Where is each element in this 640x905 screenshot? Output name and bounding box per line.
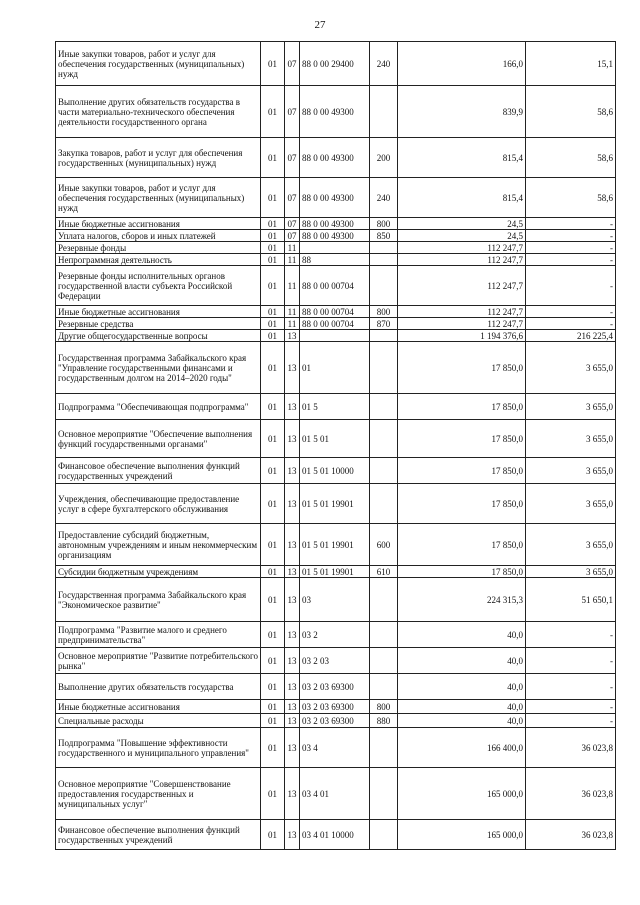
row-amount-planned: 17 850,0 — [398, 524, 526, 566]
row-subsection: 11 — [285, 254, 300, 266]
row-expense-type — [370, 254, 398, 266]
row-target-article — [300, 330, 370, 342]
row-amount-planned: 224 315,3 — [398, 578, 526, 622]
table-row — [56, 218, 616, 230]
row-subsection: 11 — [285, 242, 300, 254]
row-expense-type: 800 — [370, 218, 398, 230]
table-row — [56, 420, 616, 458]
table-row — [56, 714, 616, 728]
row-section: 01 — [261, 768, 285, 820]
row-expense-type: 850 — [370, 230, 398, 242]
row-expense-type — [370, 266, 398, 306]
table-row — [56, 524, 616, 566]
row-amount-executed: 58,6 — [526, 86, 616, 138]
row-subsection: 13 — [285, 674, 300, 700]
table-row — [56, 330, 616, 342]
row-target-article: 03 4 01 — [300, 768, 370, 820]
row-amount-planned: 24,5 — [398, 230, 526, 242]
row-amount-planned: 40,0 — [398, 674, 526, 700]
row-name: Резервные средства — [56, 318, 261, 330]
row-expense-type: 870 — [370, 318, 398, 330]
row-amount-executed: 3 655,0 — [526, 484, 616, 524]
row-subsection: 13 — [285, 394, 300, 420]
row-section: 01 — [261, 330, 285, 342]
row-target-article: 01 5 01 10000 — [300, 458, 370, 484]
row-amount-planned: 815,4 — [398, 138, 526, 178]
row-amount-planned: 17 850,0 — [398, 420, 526, 458]
row-section: 01 — [261, 458, 285, 484]
row-amount-planned: 17 850,0 — [398, 342, 526, 394]
row-amount-executed: 3 655,0 — [526, 342, 616, 394]
table-row — [56, 230, 616, 242]
row-name: Уплата налогов, сборов и иных платежей — [56, 230, 261, 242]
row-expense-type — [370, 330, 398, 342]
row-subsection: 13 — [285, 820, 300, 850]
row-subsection: 07 — [285, 218, 300, 230]
row-amount-executed: - — [526, 622, 616, 648]
row-expense-type — [370, 648, 398, 674]
row-amount-planned: 166,0 — [398, 42, 526, 86]
row-section: 01 — [261, 138, 285, 178]
table-row — [56, 266, 616, 306]
row-expense-type — [370, 820, 398, 850]
row-amount-planned: 24,5 — [398, 218, 526, 230]
table-row — [56, 820, 616, 850]
row-target-article: 03 2 — [300, 622, 370, 648]
row-expense-type — [370, 484, 398, 524]
row-amount-planned: 17 850,0 — [398, 458, 526, 484]
row-name: Основное мероприятие "Развитие потребительского рынка" — [56, 648, 261, 674]
row-amount-planned: 839,9 — [398, 86, 526, 138]
row-expense-type — [370, 728, 398, 768]
row-target-article: 88 0 00 00704 — [300, 318, 370, 330]
row-amount-planned: 17 850,0 — [398, 566, 526, 578]
row-subsection: 11 — [285, 266, 300, 306]
row-amount-executed: 51 650,1 — [526, 578, 616, 622]
row-target-article: 03 2 03 69300 — [300, 674, 370, 700]
row-amount-executed: - — [526, 254, 616, 266]
row-expense-type: 240 — [370, 42, 398, 86]
row-section: 01 — [261, 566, 285, 578]
row-section: 01 — [261, 254, 285, 266]
row-target-article: 01 — [300, 342, 370, 394]
row-name: Иные бюджетные ассигнования — [56, 700, 261, 714]
row-name: Иные закупки товаров, работ и услуг для обеспечения государственных (муниципальных) нужд — [56, 42, 261, 86]
table-body — [56, 42, 616, 850]
table-row — [56, 484, 616, 524]
row-name: Учреждения, обеспечивающие предоставление услуг в сфере бухгалтерского обслуживания — [56, 484, 261, 524]
row-name: Специальные расходы — [56, 714, 261, 728]
row-expense-type — [370, 420, 398, 458]
row-subsection: 07 — [285, 86, 300, 138]
row-amount-planned: 112 247,7 — [398, 318, 526, 330]
row-expense-type — [370, 342, 398, 394]
row-amount-executed: 58,6 — [526, 178, 616, 218]
row-amount-planned: 165 000,0 — [398, 768, 526, 820]
row-name: Субсидии бюджетным учреждениям — [56, 566, 261, 578]
row-amount-planned: 40,0 — [398, 700, 526, 714]
row-target-article: 88 0 00 00704 — [300, 306, 370, 318]
row-section: 01 — [261, 306, 285, 318]
row-amount-planned: 112 247,7 — [398, 266, 526, 306]
row-expense-type — [370, 86, 398, 138]
row-subsection: 11 — [285, 318, 300, 330]
row-name: Иные бюджетные ассигнования — [56, 306, 261, 318]
row-amount-executed: - — [526, 318, 616, 330]
row-amount-executed: 36 023,8 — [526, 820, 616, 850]
row-subsection: 13 — [285, 648, 300, 674]
table-row — [56, 178, 616, 218]
row-subsection: 13 — [285, 728, 300, 768]
row-amount-planned: 815,4 — [398, 178, 526, 218]
row-amount-executed: 58,6 — [526, 138, 616, 178]
row-target-article: 88 0 00 00704 — [300, 266, 370, 306]
row-expense-type: 800 — [370, 700, 398, 714]
row-expense-type — [370, 674, 398, 700]
row-amount-planned: 40,0 — [398, 648, 526, 674]
row-expense-type — [370, 622, 398, 648]
row-name: Закупка товаров, работ и услуг для обеспечения государственных (муниципальных) нужд — [56, 138, 261, 178]
row-target-article: 01 5 01 19901 — [300, 484, 370, 524]
row-name: Финансовое обеспечение выполнения функций государственных учреждений — [56, 458, 261, 484]
row-section: 01 — [261, 42, 285, 86]
row-target-article: 03 2 03 69300 — [300, 700, 370, 714]
table-row — [56, 458, 616, 484]
table-row — [56, 306, 616, 318]
row-name: Основное мероприятие "Совершенствование предоставления государственных и муниципальных услуг" — [56, 768, 261, 820]
row-subsection: 13 — [285, 330, 300, 342]
row-target-article: 01 5 — [300, 394, 370, 420]
row-target-article: 03 2 03 69300 — [300, 714, 370, 728]
row-section: 01 — [261, 86, 285, 138]
row-section: 01 — [261, 700, 285, 714]
table-row — [56, 342, 616, 394]
row-target-article: 03 4 — [300, 728, 370, 768]
row-subsection: 07 — [285, 42, 300, 86]
row-subsection: 11 — [285, 306, 300, 318]
row-expense-type — [370, 768, 398, 820]
row-name: Непрограммная деятельность — [56, 254, 261, 266]
table-row — [56, 242, 616, 254]
row-subsection: 13 — [285, 342, 300, 394]
row-amount-planned: 165 000,0 — [398, 820, 526, 850]
row-section: 01 — [261, 484, 285, 524]
row-subsection: 13 — [285, 458, 300, 484]
table-row — [56, 700, 616, 714]
row-amount-executed: - — [526, 266, 616, 306]
row-subsection: 13 — [285, 714, 300, 728]
table-row — [56, 578, 616, 622]
row-section: 01 — [261, 820, 285, 850]
row-expense-type — [370, 242, 398, 254]
row-target-article: 88 0 00 49300 — [300, 218, 370, 230]
row-amount-executed: 3 655,0 — [526, 566, 616, 578]
row-section: 01 — [261, 420, 285, 458]
table-row — [56, 254, 616, 266]
row-name: Резервные фонды — [56, 242, 261, 254]
row-amount-planned: 1 194 376,6 — [398, 330, 526, 342]
row-name: Основное мероприятие "Обеспечение выполнения функций государственными органами" — [56, 420, 261, 458]
row-subsection: 07 — [285, 230, 300, 242]
row-section: 01 — [261, 578, 285, 622]
table-row — [56, 318, 616, 330]
row-amount-executed: 3 655,0 — [526, 420, 616, 458]
row-section: 01 — [261, 342, 285, 394]
row-amount-executed: 36 023,8 — [526, 728, 616, 768]
row-subsection: 07 — [285, 138, 300, 178]
row-name: Государственная программа Забайкальского края "Управление государственными финансами и государственным долгом на 2014–2020 годы" — [56, 342, 261, 394]
row-subsection: 13 — [285, 622, 300, 648]
row-amount-planned: 112 247,7 — [398, 254, 526, 266]
table-row — [56, 674, 616, 700]
row-amount-executed: 3 655,0 — [526, 524, 616, 566]
row-amount-planned: 112 247,7 — [398, 242, 526, 254]
row-section: 01 — [261, 714, 285, 728]
row-target-article: 01 5 01 19901 — [300, 524, 370, 566]
row-expense-type: 610 — [370, 566, 398, 578]
row-amount-planned: 17 850,0 — [398, 484, 526, 524]
row-section: 01 — [261, 318, 285, 330]
row-amount-executed: - — [526, 230, 616, 242]
row-amount-executed: - — [526, 648, 616, 674]
row-target-article: 01 5 01 19901 — [300, 566, 370, 578]
row-amount-planned: 17 850,0 — [398, 394, 526, 420]
row-name: Иные бюджетные ассигнования — [56, 218, 261, 230]
row-name: Другие общегосударственные вопросы — [56, 330, 261, 342]
row-name: Государственная программа Забайкальского края "Экономическое развитие" — [56, 578, 261, 622]
row-expense-type — [370, 578, 398, 622]
row-name: Подпрограмма "Обеспечивающая подпрограмма" — [56, 394, 261, 420]
row-subsection: 13 — [285, 700, 300, 714]
row-subsection: 07 — [285, 178, 300, 218]
row-amount-executed: 3 655,0 — [526, 458, 616, 484]
row-amount-executed: 15,1 — [526, 42, 616, 86]
row-section: 01 — [261, 242, 285, 254]
row-amount-executed: 36 023,8 — [526, 768, 616, 820]
row-target-article: 88 0 00 29400 — [300, 42, 370, 86]
row-amount-planned: 40,0 — [398, 714, 526, 728]
row-target-article: 88 0 00 49300 — [300, 230, 370, 242]
row-subsection: 13 — [285, 566, 300, 578]
row-expense-type: 600 — [370, 524, 398, 566]
row-subsection: 13 — [285, 768, 300, 820]
row-section: 01 — [261, 622, 285, 648]
row-section: 01 — [261, 674, 285, 700]
row-name: Предоставление субсидий бюджетным, автономным учреждениям и иным некоммерческим организациям — [56, 524, 261, 566]
row-name: Иные закупки товаров, работ и услуг для обеспечения государственных (муниципальных) нужд — [56, 178, 261, 218]
row-name: Финансовое обеспечение выполнения функций государственных учреждений — [56, 820, 261, 850]
row-expense-type — [370, 458, 398, 484]
row-target-article: 88 0 00 49300 — [300, 178, 370, 218]
row-subsection: 13 — [285, 578, 300, 622]
row-section: 01 — [261, 728, 285, 768]
row-subsection: 13 — [285, 484, 300, 524]
table-row — [56, 86, 616, 138]
row-section: 01 — [261, 178, 285, 218]
row-amount-executed: - — [526, 306, 616, 318]
row-target-article — [300, 242, 370, 254]
row-amount-executed: - — [526, 674, 616, 700]
table-row — [56, 394, 616, 420]
row-amount-executed: - — [526, 218, 616, 230]
row-section: 01 — [261, 394, 285, 420]
row-section: 01 — [261, 266, 285, 306]
table-row — [56, 728, 616, 768]
row-amount-executed: 216 225,4 — [526, 330, 616, 342]
row-amount-planned: 40,0 — [398, 622, 526, 648]
page-number: 27 — [314, 19, 326, 31]
row-target-article: 88 — [300, 254, 370, 266]
row-section: 01 — [261, 648, 285, 674]
row-name: Выполнение других обязательств государства — [56, 674, 261, 700]
row-target-article: 03 2 03 — [300, 648, 370, 674]
row-expense-type — [370, 394, 398, 420]
row-target-article: 03 4 01 10000 — [300, 820, 370, 850]
row-target-article: 88 0 00 49300 — [300, 86, 370, 138]
row-name: Резервные фонды исполнительных органов государственной власти субъекта Российской Федерации — [56, 266, 261, 306]
table-row — [56, 768, 616, 820]
table-row — [56, 648, 616, 674]
budget-table — [55, 41, 616, 850]
table-row — [56, 622, 616, 648]
table-row — [56, 566, 616, 578]
row-amount-planned: 112 247,7 — [398, 306, 526, 318]
row-amount-executed: - — [526, 700, 616, 714]
row-amount-planned: 166 400,0 — [398, 728, 526, 768]
row-name: Подпрограмма "Повышение эффективности государственного и муниципального управления" — [56, 728, 261, 768]
row-section: 01 — [261, 230, 285, 242]
row-expense-type: 800 — [370, 306, 398, 318]
row-target-article: 01 5 01 — [300, 420, 370, 458]
row-name: Выполнение других обязательств государства в части материально-технического обеспечения деятельности государственного органа — [56, 86, 261, 138]
row-target-article: 88 0 00 49300 — [300, 138, 370, 178]
row-subsection: 13 — [285, 420, 300, 458]
row-expense-type: 200 — [370, 138, 398, 178]
row-subsection: 13 — [285, 524, 300, 566]
row-section: 01 — [261, 218, 285, 230]
row-section: 01 — [261, 524, 285, 566]
row-expense-type: 240 — [370, 178, 398, 218]
row-amount-executed: 3 655,0 — [526, 394, 616, 420]
row-amount-executed: - — [526, 242, 616, 254]
row-expense-type: 880 — [370, 714, 398, 728]
table-row — [56, 42, 616, 86]
table-row — [56, 138, 616, 178]
row-name: Подпрограмма "Развитие малого и среднего предпринимательства" — [56, 622, 261, 648]
row-amount-executed: - — [526, 714, 616, 728]
row-target-article: 03 — [300, 578, 370, 622]
